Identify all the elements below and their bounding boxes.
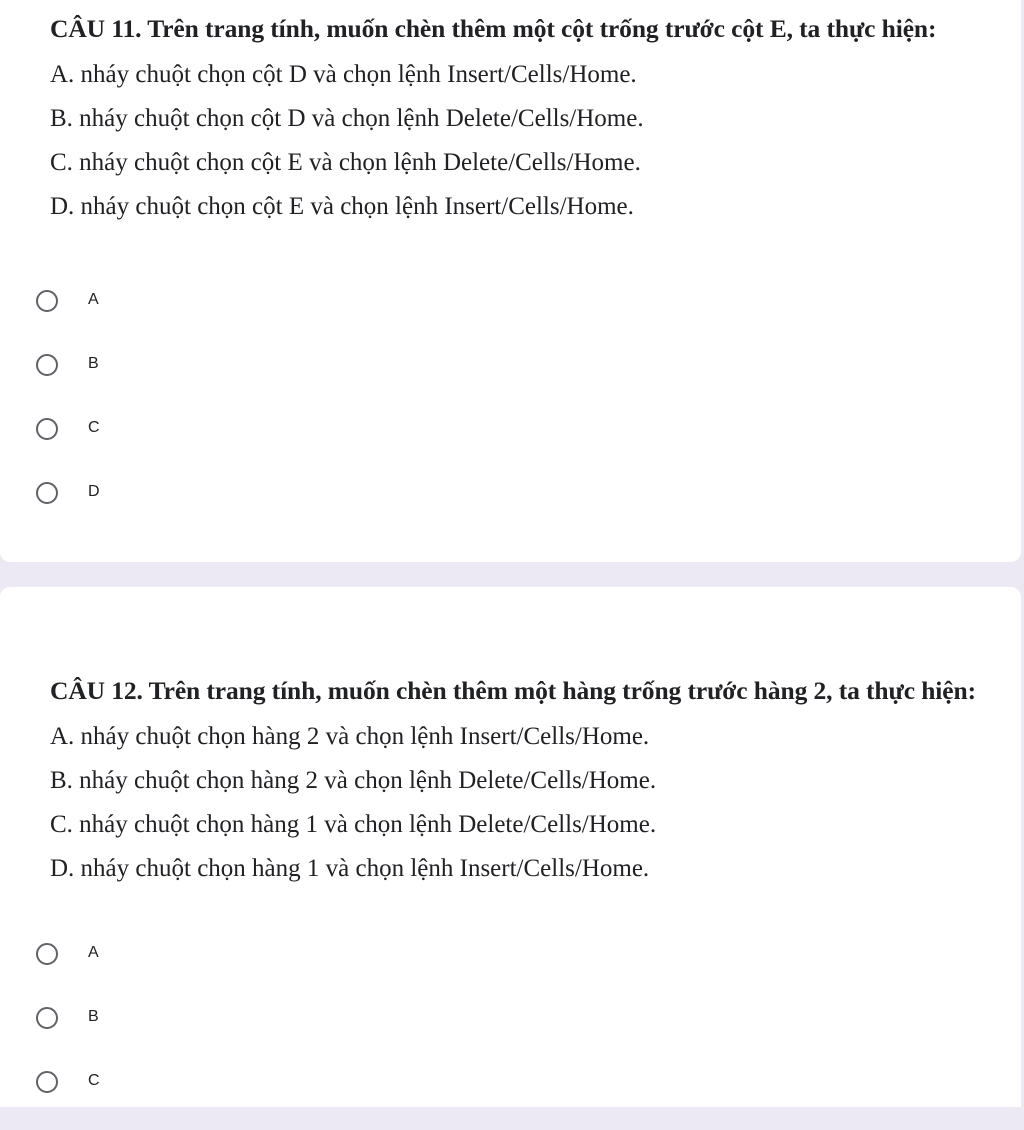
radio-label: C [88,1072,100,1089]
radio-circle-icon[interactable] [36,418,58,440]
radio-option-a[interactable] [36,285,100,349]
radio-group-12 [36,938,100,1130]
answer-text-a: A. nháy chuột chọn hàng 2 và chọn lệnh Insert/Cells/Home. [50,723,650,750]
answer-text-b: B. nháy chuột chọn hàng 2 và chọn lệnh Delete/Cells/Home. [50,767,657,794]
answer-text-d: D. nháy chuột chọn hàng 1 và chọn lệnh Insert/Cells/Home. [50,855,650,882]
answer-text-c: C. nháy chuột chọn hàng 1 và chọn lệnh Delete/Cells/Home. [50,811,657,838]
answer-text-d: D. nháy chuột chọn cột E và chọn lệnh Insert/Cells/Home. [50,193,634,220]
radio-label: B [88,1008,99,1025]
answer-text-c: C. nháy chuột chọn cột E và chọn lệnh Delete/Cells/Home. [50,149,641,176]
radio-option-b[interactable] [36,1002,100,1066]
radio-option-c[interactable] [36,413,100,477]
radio-label: D [88,483,100,500]
radio-circle-icon[interactable] [36,290,58,312]
radio-circle-icon[interactable] [36,1007,58,1029]
answer-text-a: A. nháy chuột chọn cột D và chọn lệnh Insert/Cells/Home. [50,61,637,88]
radio-circle-icon[interactable] [36,482,58,504]
radio-option-c[interactable] [36,1066,100,1130]
answer-text-b: B. nháy chuột chọn cột D và chọn lệnh Delete/Cells/Home. [50,105,644,132]
radio-option-b[interactable] [36,349,100,413]
radio-option-a[interactable] [36,938,100,1002]
question-title: CÂU 12. Trên trang tính, muốn chèn thêm một hàng trống trước hàng 2, ta thực hiện: [50,676,976,705]
question-card-12 [0,587,1021,1107]
question-content [50,11,991,229]
question-card-11 [0,0,1021,562]
radio-option-d[interactable] [36,477,100,541]
radio-circle-icon[interactable] [36,354,58,376]
radio-label: A [88,291,99,308]
radio-label: B [88,355,99,372]
question-title: CÂU 11. Trên trang tính, muốn chèn thêm một cột trống trước cột E, ta thực hiện: [50,14,937,43]
radio-circle-icon[interactable] [36,943,58,965]
radio-circle-icon[interactable] [36,1071,58,1093]
radio-group-11 [36,285,100,541]
answer-text-list [50,715,991,891]
radio-label: A [88,944,99,961]
question-content [50,673,991,891]
answer-text-list [50,53,991,229]
radio-label: C [88,419,100,436]
